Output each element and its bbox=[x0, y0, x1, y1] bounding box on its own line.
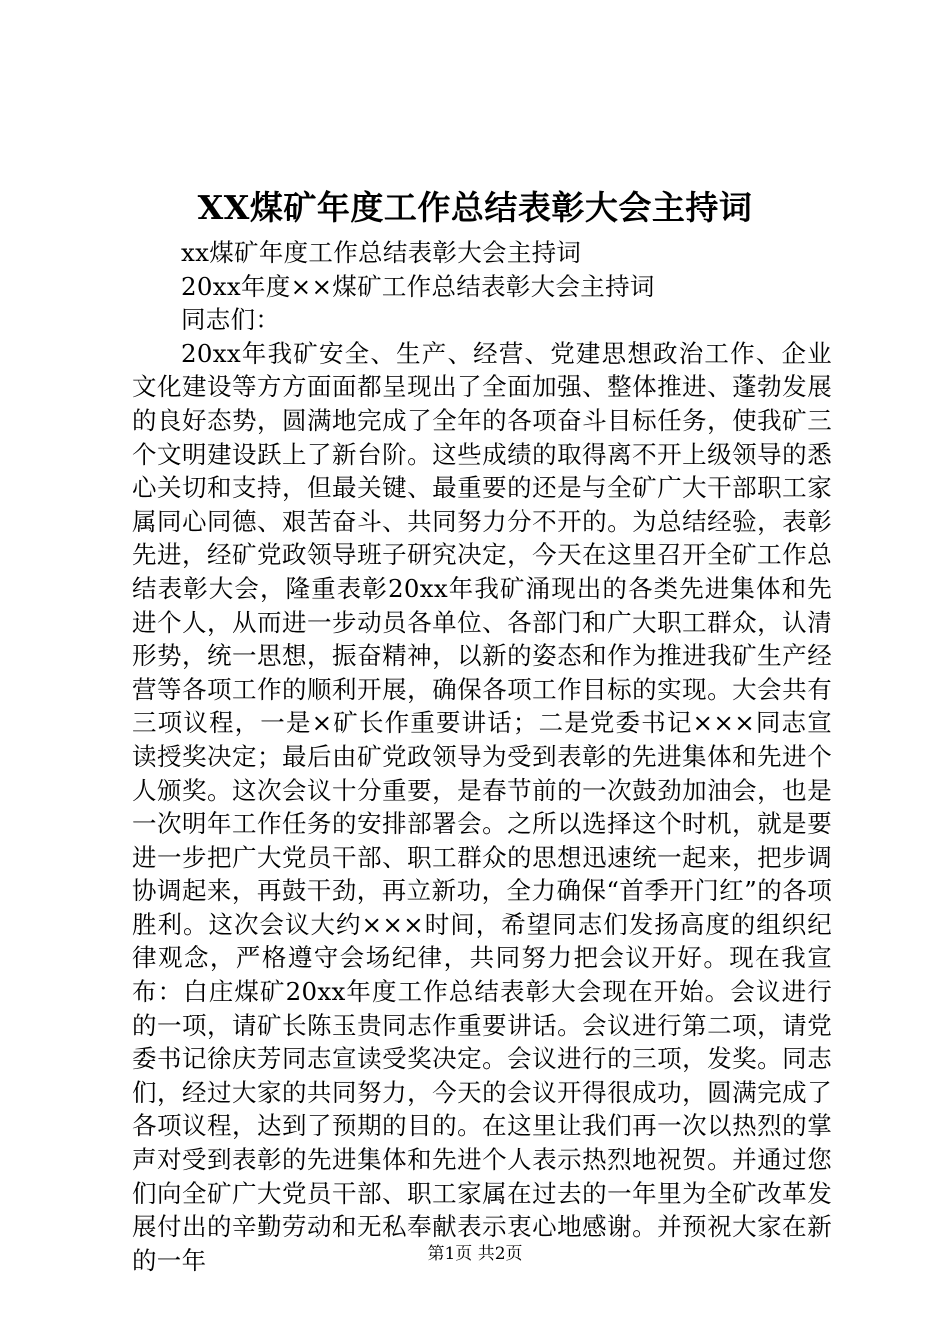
salutation: 同志们： bbox=[181, 305, 281, 335]
document-title: XX煤矿年度工作总结表彰大会主持词 bbox=[197, 188, 753, 227]
main-paragraph: 20xx年我矿安全、生产、经营、党建思想政治工作、企业文化建设等方方面面都呈现出了全面加强、整体推进、蓬勃发展的良好态势，圆满地完成了全年的各项奋斗目标任务，使我矿三个文明建设跃上了新台阶。这些成绩的取得离不开上级领导的悉心关切和支持，但最关键、最重要的还是与全矿广大干部职工家属同心同德、艰苦奋斗、共同努力分不开的。为总结经验，表彰先进，经矿党政领导班子研究决定，今天在这里召开全矿工作总结表彰大会，隆重表彰20xx年我矿涌现出的各类先进集体和先进个人，从而进一步动员各单位、各部门和广大职工群众，认清形势，统一思想，振奋精神，以新的姿态和作为推进我矿生产经营等各项工作的顺利开展，确保各项工作目标的实现。大会共有三项议程，一是×矿长作重要讲话；二是党委书记×××同志宣读授奖决定；最后由矿党政领导为受到表彰的先进集体和先进个人颁奖。这次会议十分重要，是春节前的一次鼓劲加油会，也是一次明年工作任务的安排部署会。之所以选择这个时机，就是要进一步把广大党员干部、职工群众的思想迅速统一起来，把步调协调起来，再鼓干劲，再立新功，全力确保“首季开门红”的各项胜利。这次会议大约×××时间，希望同志们发扬高度的组织纪律观念，严格遵守会场纪律，共同努力把会议开好。现在我宣布：白庄煤矿20xx年度工作总结表彰大会现在开始。会议进行的一项，请矿长陈玉贵同志作重要讲话。会议进行第二项，请党委书记徐庆芳同志宣读受奖决定。会议进行的三项，发奖。同志们，经过大家的共同努力，今天的会议开得很成功，圆满完成了各项议程，达到了预期的目的。在这里让我们再一次以热烈的掌声对受到表彰的先进集体和先进个人表示热烈地祝贺。并通过您们向全矿广大党员干部、职工家属在过去的一年里为全矿改革发展付出的辛勤劳动和无私奉献表示衷心地感谢。并预祝大家在新的一年 bbox=[132, 338, 832, 1275]
subtitle-line-1: xx煤矿年度工作总结表彰大会主持词 bbox=[181, 238, 582, 267]
subtitle-line-2: 20xx年度××煤矿工作总结表彰大会主持词 bbox=[181, 271, 655, 301]
page-footer: 第1页 共2页 bbox=[427, 1244, 523, 1264]
document-body bbox=[132, 236, 832, 1277]
